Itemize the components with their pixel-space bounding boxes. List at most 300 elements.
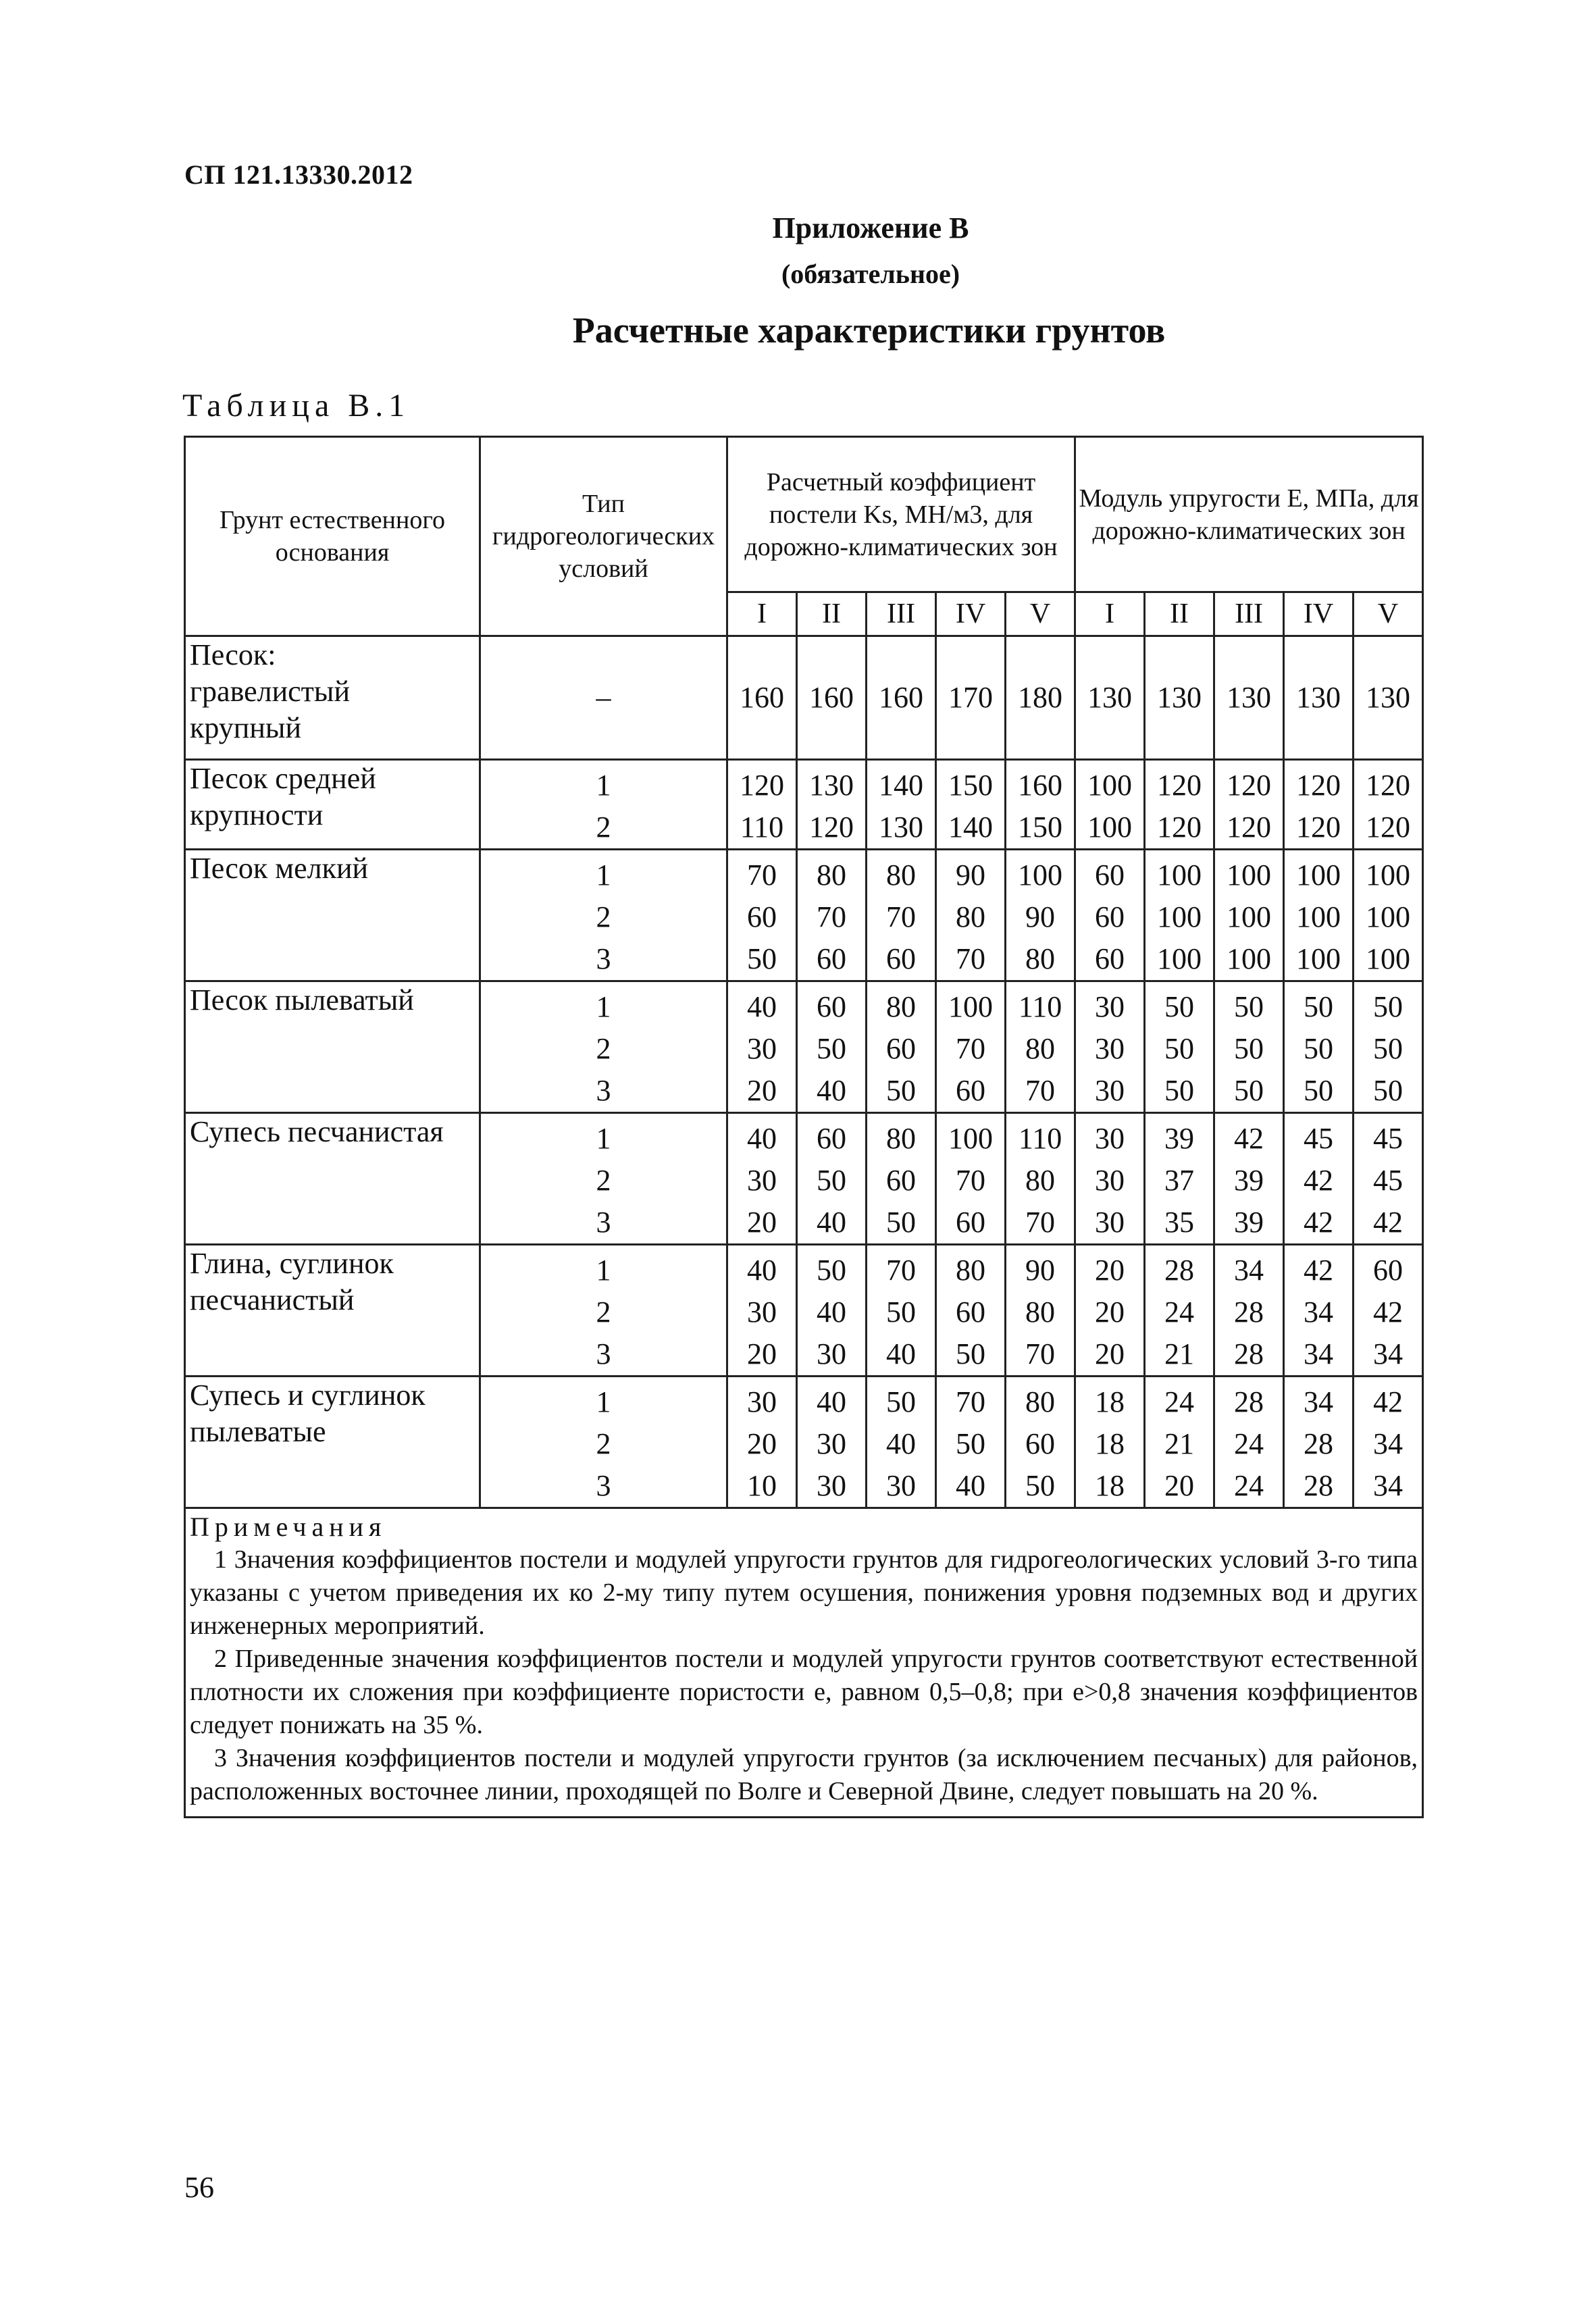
hydro-type	[480, 636, 727, 760]
ks-cell-value: 30	[886, 1469, 916, 1502]
ks-cell	[936, 850, 1006, 981]
e-cell	[1145, 850, 1214, 981]
ks-cell-value: 60	[956, 1074, 985, 1107]
e-cell-value: 34	[1373, 1469, 1404, 1502]
e-cell-value: 60	[1095, 900, 1125, 933]
hydro-type-value: 3	[596, 1337, 611, 1370]
ks-cell-value: 130	[809, 769, 854, 802]
table-row	[185, 1113, 1423, 1245]
e-cell	[1214, 1245, 1284, 1377]
ks-cell-value: 110	[1018, 990, 1062, 1023]
e-cell-value: 34	[1304, 1337, 1334, 1370]
e-cell-value: 60	[1095, 858, 1125, 892]
ks-cell	[867, 850, 936, 981]
ks-cell	[797, 1245, 867, 1377]
ks-cell-value: 60	[956, 1206, 985, 1239]
ks-cell-value: 50	[1025, 1469, 1056, 1502]
ks-cell	[867, 636, 936, 760]
e-cell-value: 100	[1227, 858, 1272, 892]
e-cell-value: 50	[1164, 1074, 1195, 1107]
ks-cell-value: 70	[747, 858, 777, 892]
ks-cell	[867, 1113, 936, 1245]
e-cell	[1354, 1245, 1423, 1377]
e-cell-value: 34	[1304, 1385, 1334, 1418]
ks-cell	[1006, 850, 1075, 981]
e-cell-value: 50	[1304, 990, 1334, 1023]
e-cell-value: 100	[1296, 858, 1341, 892]
e-cell-value: 50	[1164, 990, 1195, 1023]
e-cell	[1145, 760, 1214, 850]
ks-cell-value: 50	[886, 1295, 916, 1329]
e-cell	[1284, 636, 1354, 760]
e-cell-value: 120	[1157, 811, 1202, 844]
e-cell-value: 18	[1095, 1427, 1125, 1460]
e-cell-value: 50	[1373, 1074, 1404, 1107]
e-cell	[1214, 760, 1284, 850]
e-cell	[1214, 636, 1284, 760]
document-code: СП 121.13330.2012	[184, 159, 413, 190]
ks-cell	[1006, 1113, 1075, 1245]
notes-heading: Примечания	[190, 1512, 387, 1542]
hydro-type-value: 2	[596, 1032, 611, 1065]
ks-cell-value: 30	[747, 1032, 777, 1065]
e-cell-value: 100	[1366, 900, 1411, 933]
e-cell	[1354, 636, 1423, 760]
e-cell-value: 50	[1373, 1032, 1404, 1065]
ks-cell-value: 50	[886, 1385, 916, 1418]
ks-cell-value: 60	[886, 1032, 916, 1065]
ks-cell-value: 160	[879, 681, 923, 714]
e-cell-value: 20	[1095, 1337, 1125, 1370]
e-cell-value: 50	[1304, 1074, 1334, 1107]
e-cell	[1214, 981, 1284, 1113]
ks-cell-value: 40	[956, 1469, 985, 1502]
notes-block	[185, 1508, 1423, 1818]
ks-cell	[797, 636, 867, 760]
ks-cell-value: 40	[886, 1427, 916, 1460]
hydro-type-value: 2	[596, 1164, 611, 1197]
e-cell	[1075, 760, 1145, 850]
e-cell-value: 42	[1234, 1122, 1264, 1155]
ks-cell-value: 70	[817, 900, 846, 933]
soil-name: Песок средней крупности	[185, 760, 480, 850]
hydro-type-value: 1	[596, 769, 611, 802]
appendix-title: Приложение В	[772, 211, 969, 245]
ks-cell-value: 70	[956, 942, 985, 975]
e-cell-value: 39	[1234, 1164, 1264, 1197]
ks-cell	[1006, 636, 1075, 760]
e-cell	[1284, 850, 1354, 981]
ks-cell-value: 40	[817, 1385, 846, 1418]
e-cell-value: 28	[1234, 1385, 1264, 1418]
table-body	[185, 636, 1423, 1508]
ks-cell	[727, 636, 797, 760]
ks-cell-value: 110	[740, 811, 784, 844]
e-cell	[1354, 850, 1423, 981]
hydro-type-value: –	[596, 681, 611, 714]
ks-cell-value: 80	[1025, 1164, 1056, 1197]
note-item: 3 Значения коэффициентов постели и модулей упругости грунтов (за исключением песчаных) для районов, расположенных восточнее линии, проходящей по Волге и Северной Двине, следует повышать на 20 %.	[190, 1744, 1418, 1805]
ks-cell-value: 50	[956, 1337, 985, 1370]
e-cell	[1075, 1113, 1145, 1245]
ks-cell-value: 40	[747, 990, 777, 1023]
ks-cell-value: 50	[747, 942, 777, 975]
e-cell-value: 42	[1373, 1385, 1404, 1418]
ks-cell-value: 50	[817, 1032, 846, 1065]
e-cell-value: 39	[1234, 1206, 1264, 1239]
e-cell-value: 100	[1157, 900, 1202, 933]
e-cell-value: 130	[1366, 681, 1411, 714]
hydro-type-value: 3	[596, 1074, 611, 1107]
header-hydro-type: Тип гидрогеологических условий	[480, 437, 727, 636]
ks-cell-value: 120	[809, 811, 854, 844]
ks-cell	[797, 850, 867, 981]
e-cell-value: 130	[1296, 681, 1341, 714]
e-cell-value: 24	[1234, 1469, 1264, 1502]
hydro-type-value: 2	[596, 1295, 611, 1329]
ks-cell-value: 30	[817, 1427, 846, 1460]
page-number: 56	[184, 2171, 214, 2204]
e-cell-value: 34	[1234, 1254, 1264, 1287]
ks-cell	[936, 636, 1006, 760]
hydro-type-value: 1	[596, 1122, 611, 1155]
e-cell-value: 30	[1095, 1122, 1125, 1155]
ks-cell-value: 60	[817, 942, 846, 975]
e-cell-value: 42	[1304, 1164, 1334, 1197]
ks-cell	[797, 1377, 867, 1508]
ks-cell-value: 160	[809, 681, 854, 714]
ks-cell	[1006, 1377, 1075, 1508]
ks-cell-value: 40	[747, 1122, 777, 1155]
ks-cell-value: 90	[1025, 1254, 1056, 1287]
ks-cell-value: 70	[1025, 1206, 1056, 1239]
ks-cell-value: 90	[956, 858, 985, 892]
ks-cell-value: 20	[747, 1337, 777, 1370]
e-cell-value: 120	[1366, 811, 1411, 844]
ks-cell-value: 40	[817, 1074, 846, 1107]
e-cell-value: 28	[1304, 1427, 1334, 1460]
ks-cell-value: 140	[948, 811, 993, 844]
ks-cell	[727, 1377, 797, 1508]
soil-name: Песок мелкий	[185, 850, 480, 981]
hydro-type	[480, 1377, 727, 1508]
e-cell-value: 50	[1304, 1032, 1334, 1065]
hydro-type-value: 1	[596, 1385, 611, 1418]
ks-cell-value: 50	[886, 1206, 916, 1239]
e-cell	[1284, 981, 1354, 1113]
ks-cell-value: 60	[956, 1295, 985, 1329]
hydro-type	[480, 1245, 727, 1377]
e-cell	[1075, 850, 1145, 981]
e-cell-value: 28	[1164, 1254, 1195, 1287]
ks-cell-value: 120	[740, 769, 784, 802]
e-cell-value: 50	[1234, 1032, 1264, 1065]
ks-cell-value: 70	[956, 1164, 985, 1197]
ks-cell	[797, 1113, 867, 1245]
soil-name: Супесь и суглинок пылеватые	[185, 1377, 480, 1508]
e-cell	[1145, 636, 1214, 760]
e-cell-value: 100	[1227, 900, 1272, 933]
e-cell-value: 28	[1304, 1469, 1334, 1502]
ks-cell	[936, 1113, 1006, 1245]
zone-header: V	[1354, 592, 1423, 636]
e-cell-value: 20	[1095, 1295, 1125, 1329]
e-cell-value: 20	[1164, 1469, 1195, 1502]
ks-cell-value: 30	[747, 1164, 777, 1197]
ks-cell-value: 70	[886, 900, 916, 933]
e-cell	[1354, 1113, 1423, 1245]
ks-cell	[936, 1377, 1006, 1508]
e-cell-value: 21	[1164, 1337, 1195, 1370]
hydro-type	[480, 760, 727, 850]
e-cell-value: 120	[1227, 769, 1272, 802]
zone-header: II	[797, 592, 867, 636]
ks-cell-value: 100	[948, 1122, 993, 1155]
hydro-type-value: 3	[596, 942, 611, 975]
ks-cell-value: 40	[747, 1254, 777, 1287]
e-cell-value: 28	[1234, 1295, 1264, 1329]
ks-cell	[867, 981, 936, 1113]
ks-cell-value: 80	[1025, 1032, 1056, 1065]
e-cell-value: 60	[1095, 942, 1125, 975]
ks-cell-value: 30	[747, 1385, 777, 1418]
e-cell	[1284, 1113, 1354, 1245]
ks-cell-value: 70	[886, 1254, 916, 1287]
ks-cell	[797, 760, 867, 850]
ks-cell-value: 50	[817, 1164, 846, 1197]
ks-cell-value: 110	[1018, 1122, 1062, 1155]
ks-cell	[727, 981, 797, 1113]
ks-cell-value: 60	[747, 900, 777, 933]
hydro-type-value: 1	[596, 858, 611, 892]
e-cell-value: 120	[1227, 811, 1272, 844]
soil-characteristics-table	[184, 436, 1424, 1818]
ks-cell	[1006, 1245, 1075, 1377]
hydro-type-value: 2	[596, 811, 611, 844]
note-item: 2 Приведенные значения коэффициентов постели и модулей упругости грунтов соответствуют естественной плотности их сложения при коэффициенте пористости e, равном 0,5–0,8; при e>0,8 значения коэффициентов следует понижать на 35 %.	[190, 1645, 1418, 1739]
ks-cell-value: 50	[817, 1254, 846, 1287]
ks-cell	[727, 1113, 797, 1245]
e-cell-value: 24	[1164, 1385, 1195, 1418]
e-cell-value: 45	[1373, 1164, 1404, 1197]
ks-cell-value: 80	[1025, 1295, 1056, 1329]
e-cell-value: 130	[1087, 681, 1133, 714]
ks-cell-value: 70	[1025, 1074, 1056, 1107]
ks-cell	[867, 760, 936, 850]
ks-cell-value: 80	[1025, 1385, 1056, 1418]
table-row	[185, 636, 1423, 760]
e-cell-value: 28	[1234, 1337, 1264, 1370]
ks-cell-value: 30	[817, 1337, 846, 1370]
zone-header: III	[867, 592, 936, 636]
ks-cell-value: 130	[879, 811, 923, 844]
hydro-type	[480, 850, 727, 981]
ks-cell-value: 50	[956, 1427, 985, 1460]
e-cell-value: 100	[1157, 942, 1202, 975]
hydro-type	[480, 981, 727, 1113]
ks-cell-value: 20	[747, 1074, 777, 1107]
e-cell-value: 100	[1366, 942, 1411, 975]
e-cell-value: 39	[1164, 1122, 1195, 1155]
soil-name: Песок: гравелистый крупный	[185, 636, 480, 760]
ks-cell-value: 20	[747, 1206, 777, 1239]
ks-cell	[936, 981, 1006, 1113]
ks-cell-value: 20	[747, 1427, 777, 1460]
ks-cell-value: 40	[817, 1206, 846, 1239]
table-row	[185, 850, 1423, 981]
e-cell-value: 100	[1296, 900, 1341, 933]
e-cell-value: 100	[1296, 942, 1341, 975]
ks-cell-value: 100	[948, 990, 993, 1023]
e-cell	[1354, 760, 1423, 850]
ks-cell-value: 40	[817, 1295, 846, 1329]
header-elastic-modulus: Модуль упругости E, МПа, для дорожно-климатических зон	[1075, 437, 1423, 592]
appendix-status: (обязательное)	[781, 259, 960, 289]
ks-cell	[1006, 981, 1075, 1113]
ks-cell-value: 100	[1018, 858, 1063, 892]
hydro-type-value: 1	[596, 1254, 611, 1287]
table-caption: Таблица В.1	[182, 388, 411, 423]
e-cell-value: 42	[1373, 1295, 1404, 1329]
e-cell-value: 100	[1227, 942, 1272, 975]
zone-header: I	[1075, 592, 1145, 636]
e-cell-value: 50	[1373, 990, 1404, 1023]
e-cell-value: 18	[1095, 1385, 1125, 1418]
zone-header: I	[727, 592, 797, 636]
e-cell-value: 120	[1157, 769, 1202, 802]
e-cell	[1284, 1245, 1354, 1377]
ks-cell-value: 80	[956, 900, 985, 933]
e-cell	[1214, 850, 1284, 981]
section-title: Расчетные характеристики грунтов	[572, 310, 1166, 351]
e-cell	[1145, 1245, 1214, 1377]
e-cell	[1284, 760, 1354, 850]
e-cell	[1354, 1377, 1423, 1508]
note-item: 1 Значения коэффициентов постели и модулей упругости грунтов для гидрогеологических условий 3-го типа указаны с учетом приведения их ко 2-му типу путем осушения, понижения уровня подземных вод и других инженерных мероприятий.	[190, 1545, 1418, 1640]
ks-cell-value: 80	[886, 858, 916, 892]
ks-cell-value: 60	[817, 1122, 846, 1155]
zone-header: III	[1214, 592, 1284, 636]
e-cell	[1354, 981, 1423, 1113]
e-cell	[1075, 636, 1145, 760]
hydro-type	[480, 1113, 727, 1245]
table-row	[185, 1245, 1423, 1377]
ks-cell	[936, 760, 1006, 850]
soil-name: Песок пылеватый	[185, 981, 480, 1113]
e-cell-value: 50	[1234, 1074, 1264, 1107]
ks-cell-value: 80	[956, 1254, 985, 1287]
hydro-type-value: 3	[596, 1469, 611, 1502]
ks-cell-value: 60	[886, 942, 916, 975]
ks-cell	[727, 760, 797, 850]
ks-cell	[727, 850, 797, 981]
zone-header: V	[1006, 592, 1075, 636]
e-cell-value: 24	[1164, 1295, 1195, 1329]
ks-cell-value: 80	[886, 1122, 916, 1155]
zone-header: IV	[1284, 592, 1354, 636]
hydro-type-value: 2	[596, 900, 611, 933]
e-cell-value: 34	[1373, 1427, 1404, 1460]
e-cell-value: 30	[1095, 1074, 1125, 1107]
e-cell-value: 34	[1304, 1295, 1334, 1329]
ks-cell-value: 160	[740, 681, 784, 714]
hydro-type-value: 2	[596, 1427, 611, 1460]
e-cell-value: 100	[1087, 811, 1133, 844]
ks-cell-value: 90	[1025, 900, 1056, 933]
header-subgrade-coefficient: Расчетный коэффициент постели Ks, МН/м3, для дорожно-климатических зон	[727, 437, 1075, 592]
e-cell-value: 45	[1304, 1122, 1334, 1155]
e-cell	[1075, 981, 1145, 1113]
ks-cell-value: 10	[747, 1469, 777, 1502]
ks-cell-value: 180	[1018, 681, 1063, 714]
e-cell-value: 37	[1164, 1164, 1195, 1197]
e-cell-value: 45	[1373, 1122, 1404, 1155]
table-row	[185, 760, 1423, 850]
e-cell-value: 30	[1095, 1164, 1125, 1197]
notes-list	[190, 1543, 1418, 1808]
soil-name: Глина, суглинок песчанистый	[185, 1245, 480, 1377]
ks-cell-value: 150	[1018, 811, 1063, 844]
ks-cell	[867, 1377, 936, 1508]
e-cell-value: 21	[1164, 1427, 1195, 1460]
table-header	[185, 437, 1423, 636]
ks-cell-value: 30	[747, 1295, 777, 1329]
ks-cell-value: 160	[1018, 769, 1063, 802]
e-cell	[1145, 1377, 1214, 1508]
ks-cell-value: 60	[817, 990, 846, 1023]
ks-cell-value: 60	[1025, 1427, 1056, 1460]
ks-cell	[867, 1245, 936, 1377]
e-cell-value: 100	[1087, 769, 1133, 802]
e-cell	[1075, 1377, 1145, 1508]
ks-cell-value: 60	[886, 1164, 916, 1197]
e-cell-value: 42	[1373, 1206, 1404, 1239]
soil-name: Супесь песчанистая	[185, 1113, 480, 1245]
e-cell-value: 42	[1304, 1254, 1334, 1287]
e-cell-value: 30	[1095, 1206, 1125, 1239]
ks-cell-value: 70	[956, 1385, 985, 1418]
ks-cell-value: 140	[879, 769, 923, 802]
e-cell	[1145, 981, 1214, 1113]
table-row	[185, 981, 1423, 1113]
e-cell-value: 120	[1296, 811, 1341, 844]
ks-cell-value: 170	[948, 681, 993, 714]
e-cell-value: 34	[1373, 1337, 1404, 1370]
e-cell-value: 42	[1304, 1206, 1334, 1239]
e-cell-value: 50	[1164, 1032, 1195, 1065]
header-soil: Грунт естественного основания	[185, 437, 480, 636]
ks-cell-value: 50	[886, 1074, 916, 1107]
table-row	[185, 1377, 1423, 1508]
e-cell	[1214, 1113, 1284, 1245]
e-cell	[1214, 1377, 1284, 1508]
ks-cell	[797, 981, 867, 1113]
ks-cell-value: 150	[948, 769, 993, 802]
zone-header: II	[1145, 592, 1214, 636]
hydro-type-value: 1	[596, 990, 611, 1023]
e-cell-value: 20	[1095, 1254, 1125, 1287]
ks-cell	[936, 1245, 1006, 1377]
ks-cell-value: 80	[1025, 942, 1056, 975]
e-cell	[1284, 1377, 1354, 1508]
e-cell-value: 60	[1373, 1254, 1404, 1287]
e-cell-value: 120	[1366, 769, 1411, 802]
e-cell-value: 18	[1095, 1469, 1125, 1502]
e-cell-value: 30	[1095, 990, 1125, 1023]
e-cell-value: 120	[1296, 769, 1341, 802]
e-cell-value: 100	[1157, 858, 1202, 892]
ks-cell-value: 70	[1025, 1337, 1056, 1370]
